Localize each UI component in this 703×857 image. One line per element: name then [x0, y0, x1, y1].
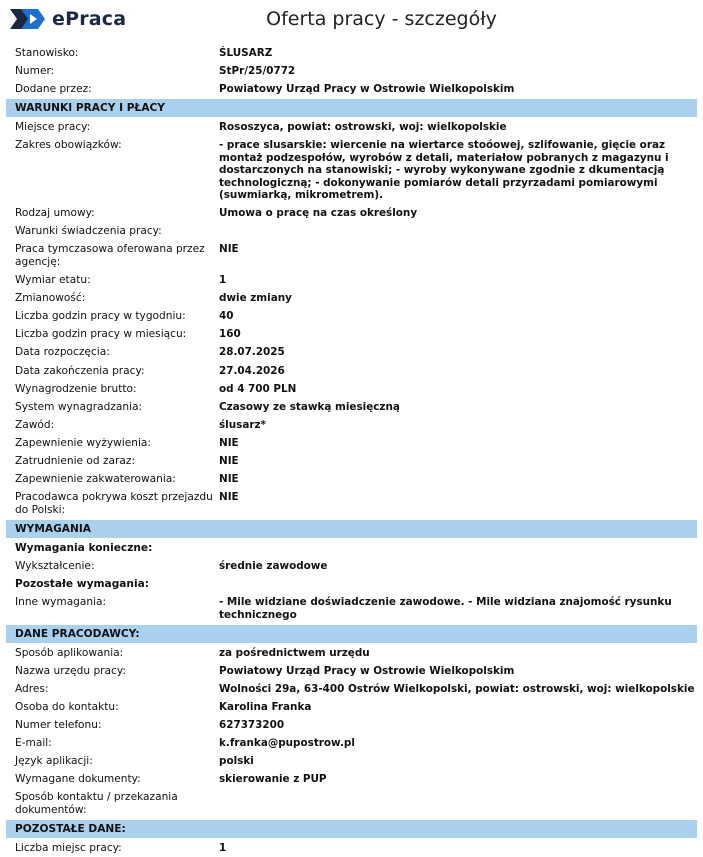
detail-row	[6, 434, 697, 452]
detail-row	[6, 136, 697, 204]
detail-value: Powiatowy Urząd Pracy w Ostrowie Wielkopolskim	[219, 664, 515, 677]
detail-label: Język aplikacji:	[15, 755, 93, 768]
detail-value	[219, 791, 697, 816]
offer-details	[0, 40, 703, 857]
detail-row	[6, 488, 697, 519]
detail-label: Liczba miejsc pracy:	[15, 841, 122, 854]
detail-label: Zapewnienie wyżywienia:	[15, 436, 151, 449]
detail-row	[6, 557, 697, 575]
warunki-list	[6, 118, 697, 519]
pozostale-dane-list	[6, 839, 697, 857]
detail-row	[6, 398, 697, 416]
detail-label: Warunki świadczenia pracy:	[15, 225, 162, 238]
detail-label: Data rozpoczęcia:	[15, 346, 110, 359]
detail-row	[6, 752, 697, 770]
detail-label: Wymiar etatu:	[15, 274, 91, 287]
wymagania-konieczne-list	[6, 557, 697, 575]
detail-value: Rososzyca, powiat: ostrowski, woj: wielkopolskie	[219, 121, 507, 134]
detail-row	[6, 204, 697, 222]
detail-row	[6, 362, 697, 380]
section-header-warunki: WARUNKI PRACY I PŁACY	[6, 99, 697, 117]
detail-value: 27.04.2026	[219, 364, 285, 377]
detail-value: NIE	[219, 473, 239, 486]
detail-value: 40	[219, 310, 234, 323]
detail-value: dwie zmiany	[219, 292, 292, 305]
detail-value: Karolina Franka	[219, 700, 312, 713]
detail-row	[6, 470, 697, 488]
detail-label: E-mail:	[15, 737, 52, 750]
detail-label: Dodane przez:	[15, 82, 92, 95]
detail-label: Numer telefonu:	[15, 719, 102, 732]
detail-value: NIE	[219, 436, 239, 449]
detail-value: ślusarz*	[219, 418, 266, 431]
section-header-pracodawca: DANE PRACODAWCY:	[6, 625, 697, 643]
detail-value: 28.07.2025	[219, 346, 285, 359]
detail-value: NIE	[219, 243, 239, 256]
detail-value: k.franka@pupostrow.pl	[219, 737, 355, 750]
pracodawca-list	[6, 644, 697, 819]
detail-row	[6, 344, 697, 362]
detail-row	[6, 380, 697, 398]
detail-row	[6, 734, 697, 752]
detail-label: Wykształcenie:	[15, 559, 95, 572]
detail-label: Sposób kontaktu / przekazania dokumentów:	[15, 791, 178, 816]
detail-row	[6, 289, 697, 307]
pozostale-wymagania-list	[6, 593, 697, 624]
detail-row	[6, 416, 697, 434]
detail-value	[219, 225, 697, 238]
detail-row	[6, 62, 697, 80]
detail-label: Zmianowość:	[15, 292, 86, 305]
detail-value: StPr/25/0772	[219, 64, 296, 77]
detail-value: średnie zawodowe	[219, 559, 328, 572]
detail-value: - Mile widziane doświadczenie zawodowe. - Mile widziana znajomość rysunku technicznego	[219, 596, 672, 621]
detail-value: Powiatowy Urząd Pracy w Ostrowie Wielkopolskim	[219, 82, 515, 95]
detail-value: NIE	[219, 454, 239, 467]
detail-value: ŚLUSARZ	[219, 46, 273, 59]
detail-value: Umowa o pracę na czas określony	[219, 207, 418, 220]
detail-value: 627373200	[219, 719, 285, 732]
detail-value: Czasowy ze stawką miesięczną	[219, 400, 400, 413]
section-header-pozostale-dane: POZOSTAŁE DANE:	[6, 820, 697, 838]
detail-value: 160	[219, 328, 241, 341]
detail-label: System wynagradzania:	[15, 400, 143, 413]
detail-label: Rodzaj umowy:	[15, 207, 95, 220]
detail-row	[6, 80, 697, 98]
page-header	[0, 0, 703, 40]
detail-value: NIE	[219, 491, 239, 504]
detail-label: Osoba do kontaktu:	[15, 700, 119, 713]
detail-label: Zakres obowiązków:	[15, 139, 122, 152]
detail-label: Liczba godzin pracy w tygodniu:	[15, 310, 186, 323]
detail-row	[6, 118, 697, 136]
offer-summary	[6, 44, 697, 98]
detail-label: Adres:	[15, 682, 49, 695]
logo-text: ePraca	[52, 8, 127, 30]
detail-value: polski	[219, 755, 254, 768]
detail-row	[6, 644, 697, 662]
detail-label: Praca tymczasowa oferowana przez agencję:	[15, 243, 205, 268]
detail-value: za pośrednictwem urzędu	[219, 646, 370, 659]
detail-row	[6, 662, 697, 680]
detail-label: Pracodawca pokrywa koszt przejazdu do Polski:	[15, 491, 213, 516]
detail-value: Wolności 29a, 63-400 Ostrów Wielkopolski, powiat: ostrowski, woj: wielkopolskie	[219, 682, 695, 695]
detail-label: Wymagane dokumenty:	[15, 773, 141, 786]
detail-row	[6, 307, 697, 325]
detail-label: Liczba godzin pracy w miesiącu:	[15, 328, 187, 341]
subheader-wymagania-konieczne: Wymagania konieczne:	[15, 541, 153, 554]
detail-row	[6, 839, 697, 857]
detail-label: Data zakończenia pracy:	[15, 364, 145, 377]
detail-label: Zapewnienie zakwaterowania:	[15, 473, 176, 486]
detail-value: od 4 700 PLN	[219, 382, 297, 395]
detail-row	[6, 771, 697, 789]
detail-label: Stanowisko:	[15, 46, 79, 59]
detail-row	[6, 452, 697, 470]
subheader-pozostale-wymagania: Pozostałe wymagania:	[15, 577, 149, 590]
page-title: Oferta pracy - szczegóły	[266, 8, 497, 30]
detail-row	[6, 44, 697, 62]
section-header-wymagania: WYMAGANIA	[6, 520, 697, 538]
detail-row	[6, 593, 697, 624]
detail-label: Inne wymagania:	[15, 596, 107, 609]
detail-row	[6, 789, 697, 820]
detail-row	[6, 326, 697, 344]
detail-value: 1	[219, 841, 227, 854]
detail-label: Nazwa urzędu pracy:	[15, 664, 126, 677]
detail-value: skierowanie z PUP	[219, 773, 327, 786]
detail-row	[6, 698, 697, 716]
detail-row	[6, 680, 697, 698]
detail-label: Zatrudnienie od zaraz:	[15, 454, 136, 467]
detail-row	[6, 716, 697, 734]
detail-label: Numer:	[15, 64, 55, 77]
detail-label: Zawód:	[15, 418, 55, 431]
detail-value: 1	[219, 274, 227, 287]
detail-label: Sposób aplikowania:	[15, 646, 124, 659]
detail-value: - prace slusarskie: wiercenie na wiertarce stoóowej, szlifowanie, gięcie oraz montaż podzespołów, wyrobów z detali, materiałow pobranych z magazynu i dostarczonych na stanowiski; - wyroby wykonywane zgodnie z dkumentacją technologiczną; - dokonywanie pomiarów detali przyrzadami pomiarowymi (suwmiarką, mikrometrem).	[219, 139, 669, 202]
detail-row	[6, 271, 697, 289]
detail-label: Miejsce pracy:	[15, 121, 91, 134]
detail-row	[6, 241, 697, 272]
detail-row	[6, 223, 697, 241]
detail-label: Wynagrodzenie brutto:	[15, 382, 137, 395]
